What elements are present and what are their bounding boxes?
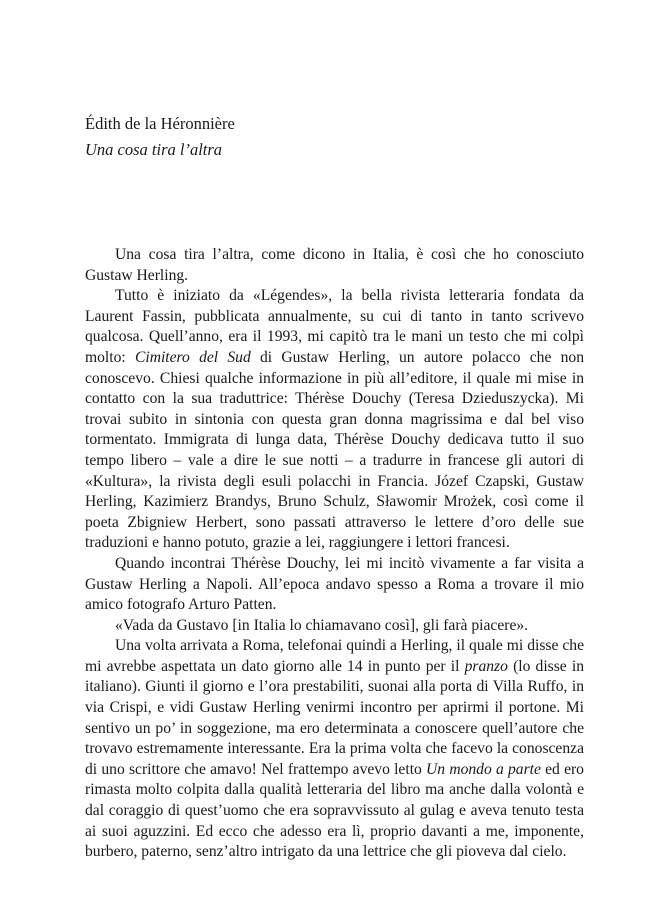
italic-title-text: pranzo bbox=[464, 657, 508, 675]
paragraph-text: «Vada da Gustavo [in Italia lo chiamavano così], gli farà piacere». bbox=[115, 616, 529, 634]
chapter-author: Édith de la Héronnière bbox=[85, 114, 235, 133]
chapter-title: Una cosa tira l’altra bbox=[85, 140, 223, 159]
paragraph-text: ed ero rimasta molto colpita dalla qualità letteraria del libro ma anche dalla volontà e dal coraggio di quest’uomo che era sopravvissuto al gulag e aveva tenuto testa ai suoi aguzzini. Ed ecco che adesso era lì, proprio davanti a me, imponente, burbero, paterno, senz’altro intrigato da una lettrice che gli pioveva dal cielo. bbox=[85, 760, 584, 861]
italic-title-text: Cimitero del Sud bbox=[134, 348, 251, 366]
paragraph-text: (lo disse in italiano). Giunti il giorno e l’ora prestabiliti, suonai alla porta di Villa Ruffo, in via Crispi, e vidi Gustaw Herling venirmi incontro per aprirmi il portone. Mi sentivo un po’ in soggezione, ma ero determinata a conoscere quell’autore che trovavo estremamente interessante. Era la prima volta che facevo la conoscenza di uno scrittore che amavo! Nel frattempo avevo letto bbox=[85, 657, 584, 778]
body-paragraph bbox=[85, 616, 584, 637]
body-paragraph bbox=[85, 245, 584, 286]
page-content bbox=[85, 113, 584, 863]
paragraph-text: Quando incontrai Thérèse Douchy, lei mi incitò vivamente a far visita a Gustaw Herling a Napoli. All’epoca andavo spesso a Roma a trovare il mio amico fotografo Arturo Patten. bbox=[85, 554, 584, 614]
body-paragraph bbox=[85, 286, 584, 554]
body-paragraph bbox=[85, 636, 584, 863]
paragraph-text: Tutto è iniziato da «Légendes», la bella rivista letteraria fondata da Laurent Fassin, pubblicata annualmente, su cui di tanto in tanto scrivevo qualcosa. Quell’anno, era il 1993, mi capitò tra le mani un testo che mi colpì molto: bbox=[85, 287, 584, 366]
paragraph-text: Una cosa tira l’altra, come dicono in Italia, è così che ho conosciuto Gustaw Herling. bbox=[85, 246, 584, 284]
paragraph-text: di Gustaw Herling, un autore polacco che non conoscevo. Chiesi qualche informazione in più all’editore, il quale mi mise in contatto con la sua traduttrice: Thérèse Douchy (Teresa Dzieduszycka). Mi trovai subito in sintonia con questa gran donna magrissima e dal bel viso tormentato. Immigrata di lunga data, Thérèse Douchy dedicava tutto il suo tempo libero – vale a dire le sue notti – a tradurre in francese gli autori di «Kultura», la rivista degli esuli polacchi in Francia. Józef Czapski, Gustaw Herling, Kazimierz Brandys, Bruno Schulz, Sławomir Mrożek, così come il poeta Zbigniew Herbert, sono passati attraverso le lettere d’oro delle sue traduzioni e hanno potuto, grazie a lei, raggiungere i lettori francesi. bbox=[85, 348, 584, 552]
body-paragraph bbox=[85, 554, 584, 616]
paragraph-text: Una volta arrivata a Roma, telefonai quindi a Herling, il quale mi disse che mi avrebbe aspettata un dato giorno alle 14 in punto per il bbox=[85, 637, 584, 675]
italic-title-text: Un mondo a parte bbox=[426, 760, 541, 778]
chapter-body bbox=[85, 245, 584, 863]
